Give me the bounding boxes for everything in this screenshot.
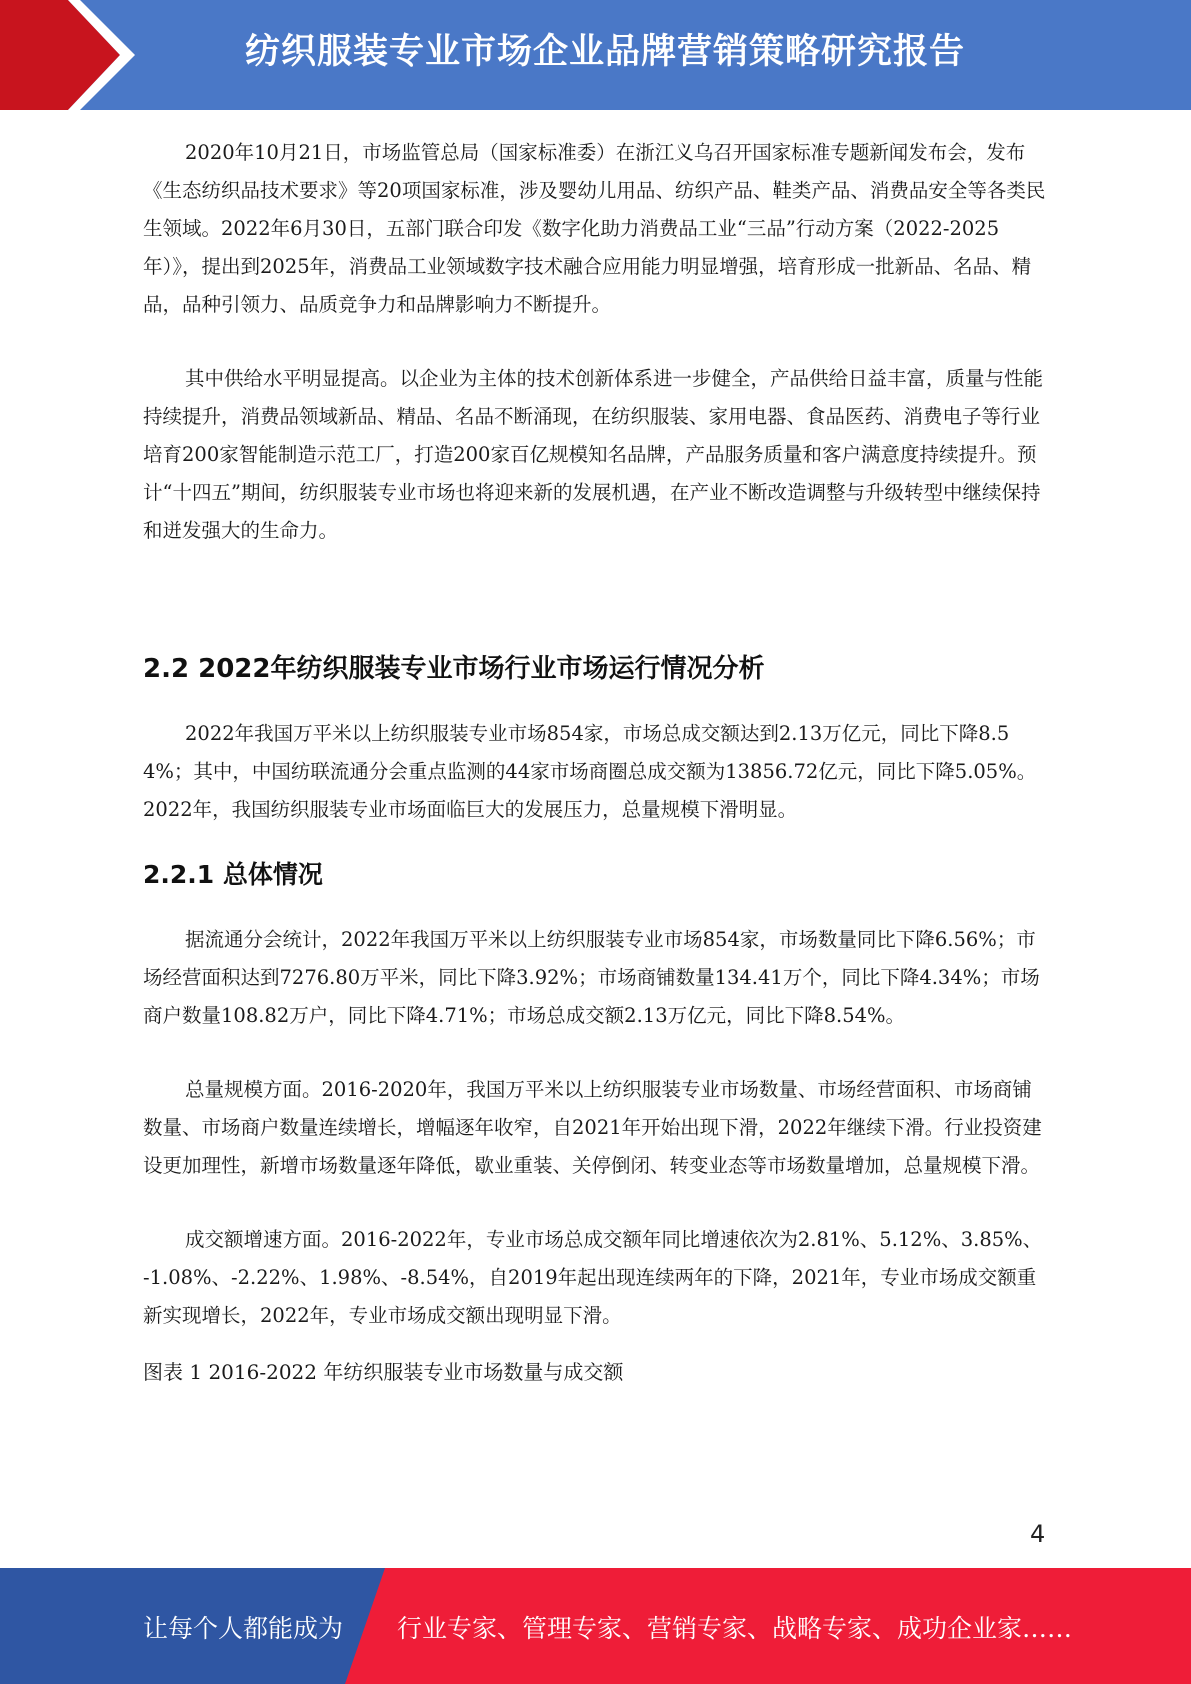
report-header-band xyxy=(0,0,1191,110)
paragraph-statistics: 据流通分会统计，2022年我国万平米以上纺织服装专业市场854家，市场数量同比下降6.56%；市场经营面积达到7276.80万平米，同比下降3.92%；市场商铺数量134.41万个，同比下降4.34%；市场商户数量108.82万户，同比下降4.71%；市场总成交额2.13万亿元，同比下降8.54%。 xyxy=(143,928,1040,1027)
footer-slogan-left: 让每个人都能成为 xyxy=(143,1614,344,1643)
figure-caption: 图表 1 2016-2022 年纺织服装专业市场数量与成交额 xyxy=(143,1360,624,1384)
paragraph-supply-level: 其中供给水平明显提高。以企业为主体的技术创新体系进一步健全，产品供给日益丰富，质量与性能持续提升，消费品领域新品、精品、名品不断涌现，在纺织服装、家用电器、食品医药、消费电子等行业培育200家智能制造示范工厂，打造200家百亿规模知名品牌，产品服务质量和客户满意度持续提升。预计“十四五”期间，纺织服装专业市场也将迎来新的发展机遇，在产业不断改造调整与升级转型中继续保持和迸发强大的生命力。 xyxy=(143,367,1044,542)
header-chevron-decoration xyxy=(0,0,150,110)
paragraph-turnover-growth: 成交额增速方面。2016-2022年，专业市场总成交额年同比增速依次为2.81%、5.12%、3.85%、-1.08%、-2.22%、1.98%、-8.54%，自2019年起出现连续两年的下降，2021年，专业市场成交额重新实现增长，2022年，专业市场成交额出现明显下滑。 xyxy=(143,1228,1043,1327)
page-number: 4 xyxy=(1030,1520,1046,1548)
section-heading-2-2: 2.2 2022年纺织服装专业市场行业市场运行情况分析 xyxy=(143,654,765,684)
paragraph-standards-release: 2020年10月21日，市场监管总局（国家标准委）在浙江义乌召开国家标准专题新闻发布会，发布《生态纺织品技术要求》等20项国家标准，涉及婴幼儿用品、纺织产品、鞋类产品、消费品安全等各类民生领域。2022年6月30日，五部门联合印发《数字化助力消费品工业“三品”行动方案（2022-2025年）》，提出到2025年，消费品工业领域数字技术融合应用能力明显增强，培育形成一批新品、名品、精品，品种引领力、品质竞争力和品牌影响力不断提升。 xyxy=(143,141,1046,316)
report-title: 纺织服装专业市场企业品牌营销策略研究报告 xyxy=(245,32,966,72)
page-content xyxy=(143,134,1048,1387)
report-footer-band xyxy=(0,1568,1191,1684)
footer-slogan-right: 行业专家、管理专家、营销专家、战略专家、成功企业家…… xyxy=(397,1614,1073,1643)
section-heading-2-2-1: 2.2.1 总体情况 xyxy=(143,860,323,889)
paragraph-total-scale: 总量规模方面。2016-2020年，我国万平米以上纺织服装专业市场数量、市场经营面积、市场商铺数量、市场商户数量连续增长，增幅逐年收窄，自2021年开始出现下滑，2022年继续下滑。行业投资建设更加理性，新增市场数量逐年降低，歇业重装、关停倒闭、转变业态等市场数量增加，总量规模下滑。 xyxy=(143,1078,1042,1177)
paragraph-2022-overview: 2022年我国万平米以上纺织服装专业市场854家，市场总成交额达到2.13万亿元，同比下降8.54%；其中，中国纺联流通分会重点监测的44家市场商圈总成交额为13856.72亿元，同比下降5.05%。2022年，我国纺织服装专业市场面临巨大的发展压力，总量规模下滑明显。 xyxy=(143,722,1037,821)
